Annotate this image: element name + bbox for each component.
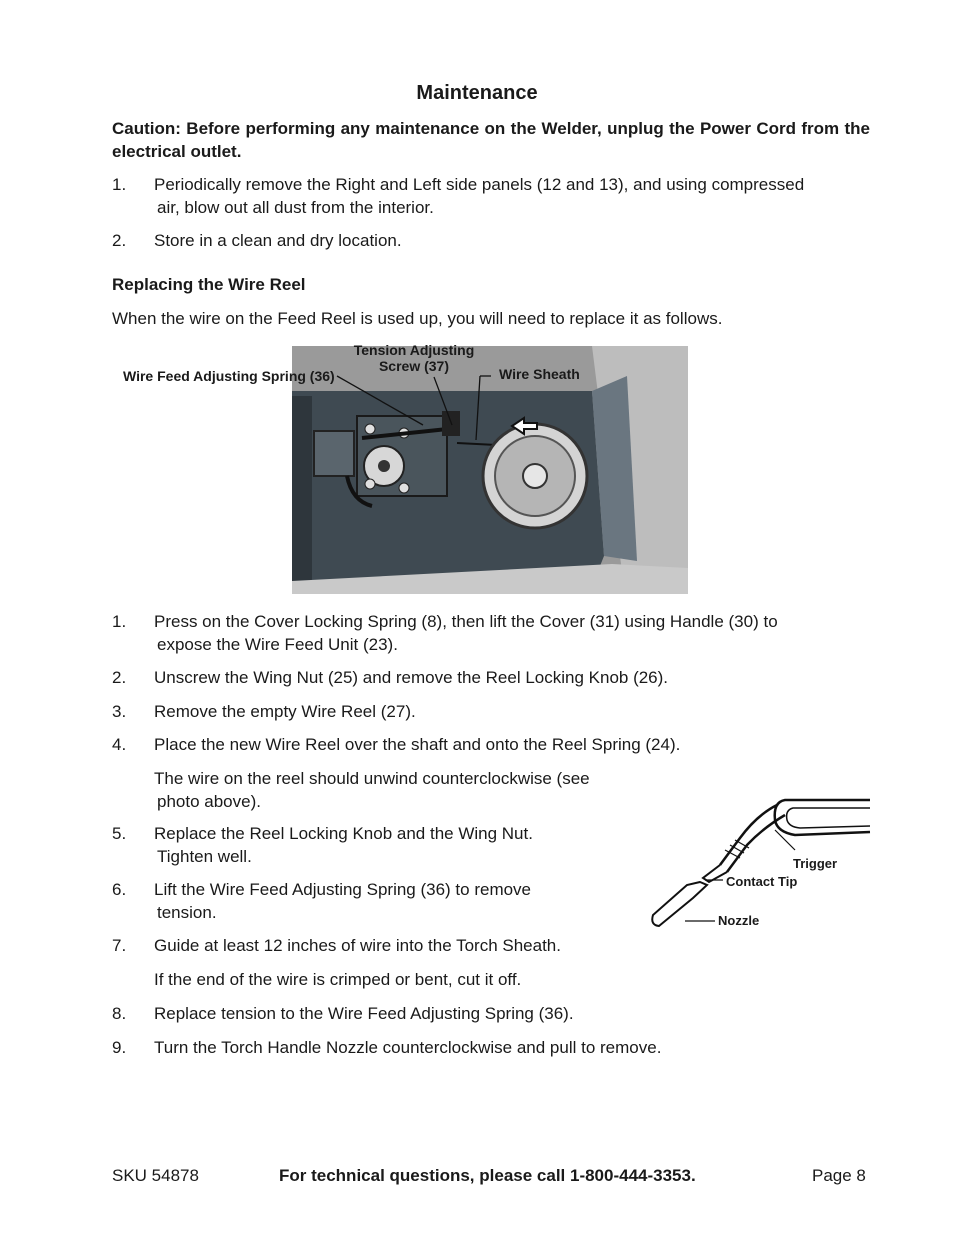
item-number: 4.	[112, 735, 127, 754]
item-number: 1.	[112, 612, 127, 631]
caution-text: Caution: Before performing any maintenance on the Welder, unplug the Power Cord from the electrical outlet.	[112, 119, 870, 161]
list-note	[112, 767, 590, 813]
footer-contact: For technical questions, please call 1-800-444-3353.	[279, 1166, 696, 1185]
footer-sku: SKU 54878	[112, 1166, 199, 1185]
list-item	[112, 610, 778, 656]
item-text: Turn the Torch Handle Nozzle counterclockwise and pull to remove.	[154, 1038, 662, 1057]
list-item	[112, 733, 680, 756]
item-text: Place the new Wire Reel over the shaft and onto the Reel Spring (24).	[154, 735, 681, 754]
item-text-cont: tension.	[157, 903, 217, 922]
note-text: The wire on the reel should unwind counterclockwise (see	[154, 769, 590, 788]
list-item	[112, 878, 531, 924]
item-number: 1.	[112, 175, 127, 194]
list-item	[112, 666, 668, 689]
item-number: 2.	[112, 668, 127, 687]
item-text: Press on the Cover Locking Spring (8), then lift the Cover (31) using Handle (30) to	[154, 612, 778, 631]
tension-label-line2: Screw (37)	[378, 358, 450, 374]
item-number: 5.	[112, 824, 127, 843]
item-number: 2.	[112, 231, 127, 250]
item-text: Lift the Wire Feed Adjusting Spring (36) to remove	[154, 880, 532, 899]
tension-label-line1: Tension Adjusting	[353, 342, 475, 358]
list-item	[112, 1002, 574, 1025]
list-item	[112, 1036, 661, 1059]
item-text: Guide at least 12 inches of wire into the Torch Sheath.	[154, 936, 561, 955]
intro-text: When the wire on the Feed Reel is used up, you will need to replace it as follows.	[112, 309, 723, 328]
item-text: Remove the empty Wire Reel (27).	[154, 702, 416, 721]
item-text: Replace the Reel Locking Knob and the Wing Nut.	[154, 824, 533, 843]
item-text-cont: air, blow out all dust from the interior.	[157, 198, 434, 217]
page-title: Maintenance	[416, 82, 538, 104]
note-text: If the end of the wire is crimped or bent, cut it off.	[154, 970, 522, 989]
footer-page: Page 8	[812, 1166, 866, 1185]
item-text: Unscrew the Wing Nut (25) and remove the Reel Locking Knob (26).	[154, 668, 669, 687]
nozzle-label: Nozzle	[718, 913, 760, 928]
item-number: 3.	[112, 702, 127, 721]
item-number: 6.	[112, 880, 127, 899]
item-number: 8.	[112, 1004, 127, 1023]
contact-tip-label: Contact Tip	[726, 874, 798, 889]
item-text-cont: Tighten well.	[157, 847, 252, 866]
list-item	[112, 822, 533, 868]
trigger-label: Trigger	[793, 856, 838, 871]
item-text-cont: expose the Wire Feed Unit (23).	[157, 635, 398, 654]
tension-label	[346, 342, 482, 374]
item-text: Periodically remove the Right and Left side panels (12 and 13), and using compressed	[154, 175, 805, 194]
item-text: Store in a clean and dry location.	[154, 231, 402, 250]
note-text-cont: photo above).	[157, 792, 261, 811]
list-item	[112, 700, 416, 723]
section-heading: Replacing the Wire Reel	[112, 275, 306, 294]
item-text: Replace tension to the Wire Feed Adjusting Spring (36).	[154, 1004, 574, 1023]
sheath-label: Wire Sheath	[499, 366, 580, 382]
item-number: 9.	[112, 1038, 127, 1057]
photo-leader-lines	[0, 0, 954, 600]
list-note	[112, 968, 521, 991]
item-number: 7.	[112, 936, 127, 955]
list-item	[112, 934, 561, 957]
torch-illustration	[645, 790, 875, 940]
spring-label: Wire Feed Adjusting Spring (36)	[123, 368, 335, 384]
